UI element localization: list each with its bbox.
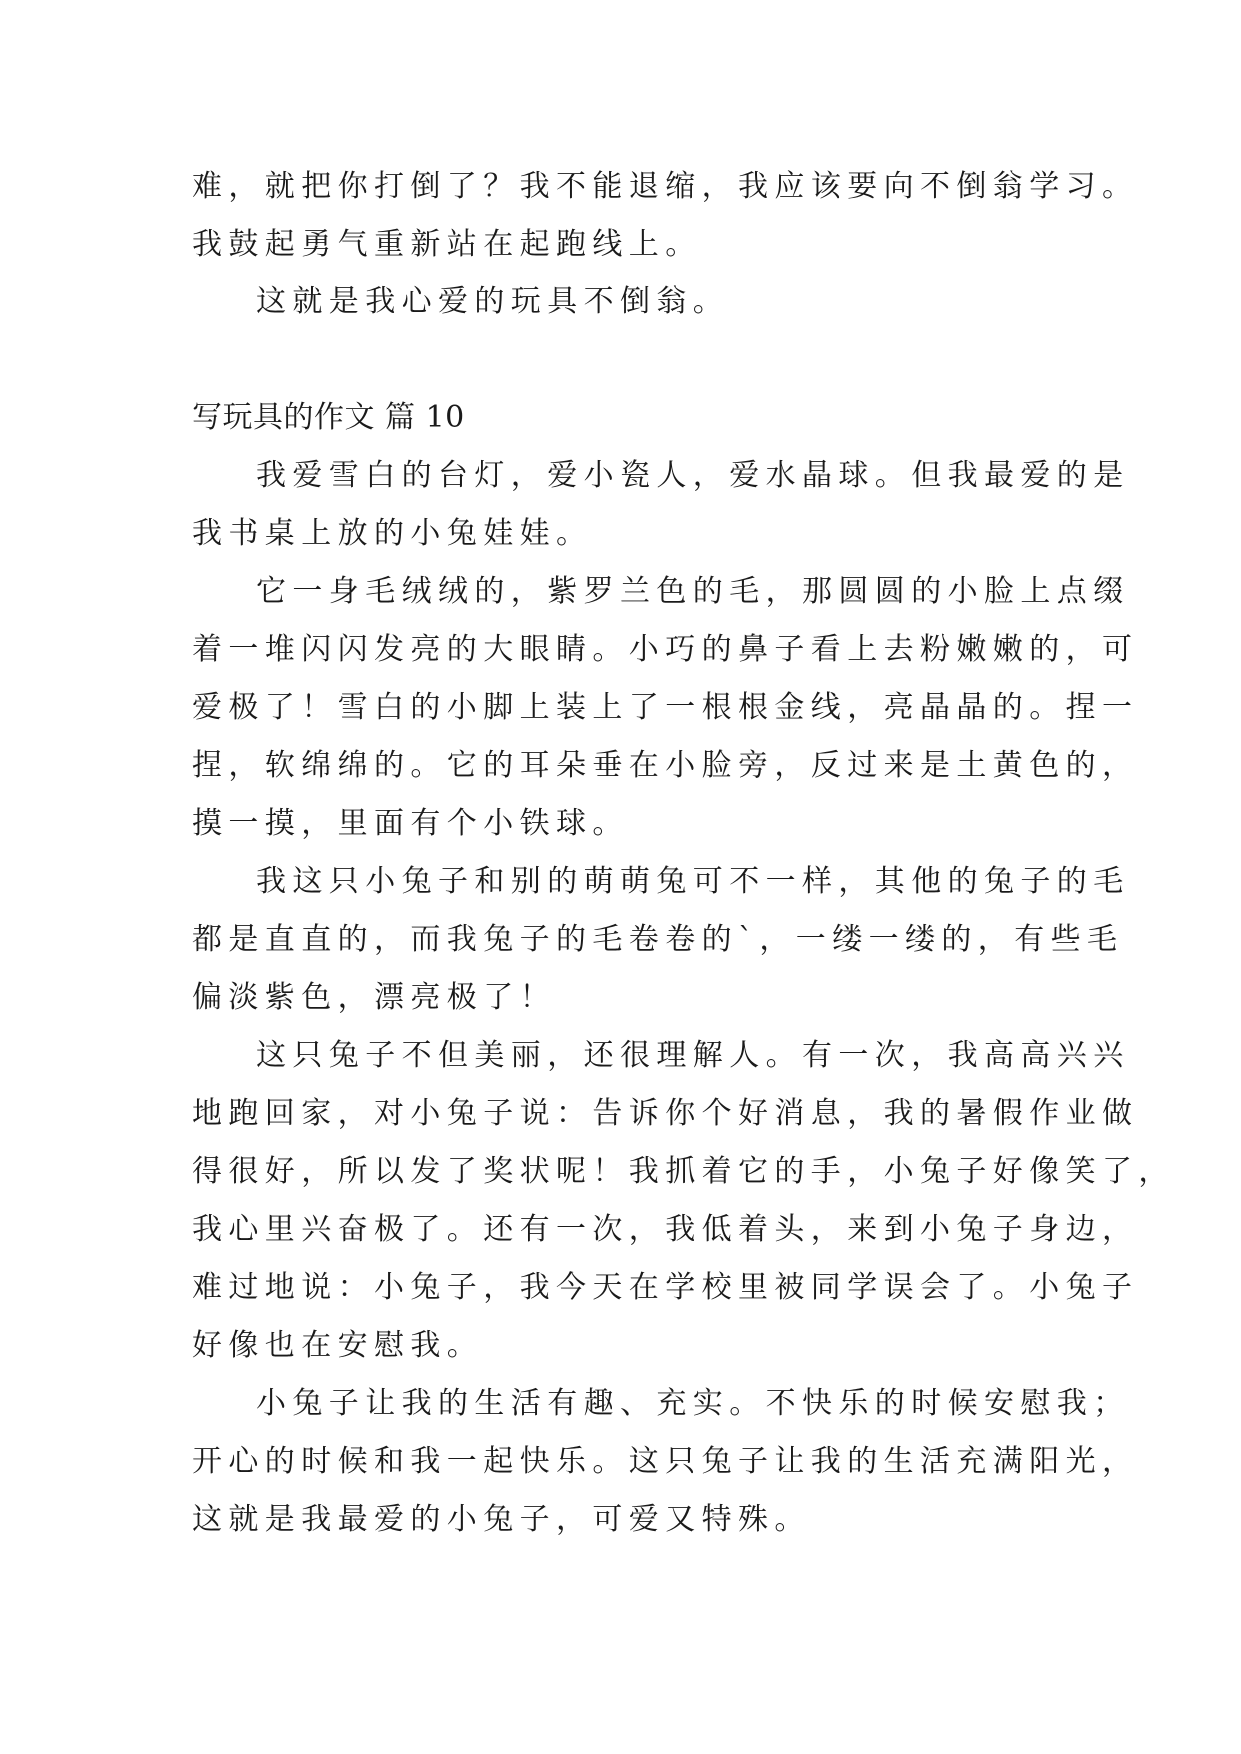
intro-closing: 这就是我心爱的玩具不倒翁。 bbox=[256, 284, 730, 319]
intro-line-2: 我鼓起勇气重新站在起跑线上。 bbox=[192, 227, 702, 262]
paragraph-4-line-6: 好像也在安慰我。 bbox=[192, 1328, 484, 1363]
intro-line-1: 难，就把你打倒了？我不能退缩，我应该要向不倒翁学习。 bbox=[192, 169, 1139, 204]
paragraph-5-line-3: 这就是我最爱的小兔子，可爱又特殊。 bbox=[192, 1502, 811, 1537]
paragraph-2-line-2: 着一堆闪闪发亮的大眼睛。小巧的鼻子看上去粉嫩嫩的，可 bbox=[192, 632, 1139, 667]
paragraph-4-line-2: 地跑回家，对小兔子说：告诉你个好消息，我的暑假作业做 bbox=[192, 1096, 1139, 1131]
paragraph-4-line-3: 得很好，所以发了奖状呢！我抓着它的手，小兔子好像笑了， bbox=[192, 1154, 1175, 1189]
paragraph-4-line-5: 难过地说：小兔子，我今天在学校里被同学误会了。小兔子 bbox=[192, 1270, 1139, 1305]
paragraph-4-line-1: 这只兔子不但美丽，还很理解人。有一次，我高高兴兴 bbox=[256, 1038, 1130, 1073]
paragraph-3-line-3: 偏淡紫色，漂亮极了！ bbox=[192, 980, 556, 1015]
section-title: 写玩具的作文 篇 10 bbox=[192, 400, 465, 435]
paragraph-3-line-1: 我这只小兔子和别的萌萌兔可不一样，其他的兔子的毛 bbox=[256, 864, 1130, 899]
paragraph-4-line-4: 我心里兴奋极了。还有一次，我低着头，来到小兔子身边， bbox=[192, 1212, 1139, 1247]
paragraph-2-line-4: 捏，软绵绵的。它的耳朵垂在小脸旁，反过来是土黄色的， bbox=[192, 748, 1139, 783]
paragraph-2-line-1: 它一身毛绒绒的，紫罗兰色的毛，那圆圆的小脸上点缀 bbox=[256, 574, 1130, 609]
paragraph-2-line-3: 爱极了！雪白的小脚上装上了一根根金线，亮晶晶的。捏一 bbox=[192, 690, 1139, 725]
paragraph-1-line-2: 我书桌上放的小兔娃娃。 bbox=[192, 516, 593, 551]
paragraph-5-line-1: 小兔子让我的生活有趣、充实。不快乐的时候安慰我； bbox=[256, 1386, 1130, 1421]
paragraph-2-line-5: 摸一摸，里面有个小铁球。 bbox=[192, 806, 629, 841]
paragraph-5-line-2: 开心的时候和我一起快乐。这只兔子让我的生活充满阳光， bbox=[192, 1444, 1139, 1479]
paragraph-3-line-2: 都是直直的，而我兔子的毛卷卷的`，一缕一缕的，有些毛 bbox=[192, 922, 1124, 957]
paragraph-1-line-1: 我爱雪白的台灯，爱小瓷人，爱水晶球。但我最爱的是 bbox=[256, 458, 1130, 493]
